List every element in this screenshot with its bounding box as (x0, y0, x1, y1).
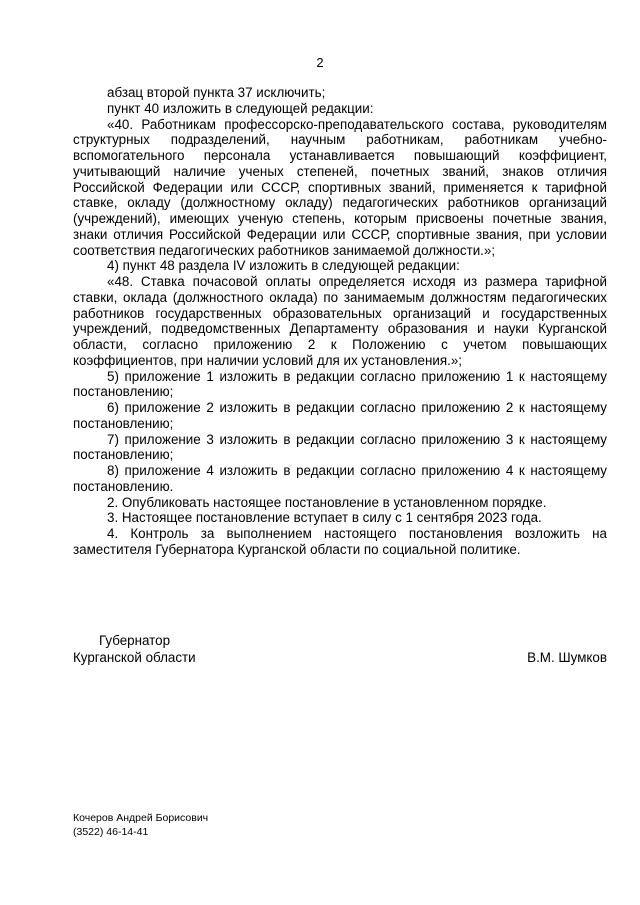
document-body (73, 85, 607, 558)
signature-name: В.М. Шумков (527, 650, 607, 665)
paragraph-clause-48-text: «48. Ставка почасовой оплаты определяется исходя из размера тарифной ставки, оклада (должностного оклада) по занимаемым должностям педагогических работников государственных образовательных организаций и государственных учреждений, подведомственных Департаменту образования и науки Курганской области, согласно приложению 2 к Положению с учетом повышающих коэффициентов, при наличии условий для их установления.»; (73, 274, 607, 368)
paragraph-delete-clause-37: абзац второй пункта 37 исключить; (107, 85, 326, 100)
paragraph-clause-40-intro: пункт 40 изложить в следующей редакции: (107, 100, 374, 116)
executor-name: Кочеров Андрей Борисович (73, 812, 209, 824)
paragraph-publish: 2. Опубликовать настоящее постановление в установленном порядке. (107, 494, 547, 510)
executor-phone: (3522) 46-14-41 (73, 825, 149, 838)
executor-block (73, 812, 208, 839)
paragraph-clause-40-text: «40. Работникам профессорско-преподавательского состава, руководителям структурных подразделений, научным работникам, работникам учебно-вспомогательного персонала устанавливается повышающий коэффициент, учитывающий наличие ученых степеней, почетных званий, знаков отличия Российской Федерации или СССР, спортивных званий, применяется к тарифной ставке, окладу (должностному окладу) педагогических работников организаций (учреждений), имеющих ученую степень, которым присвоены почетные звания, знаки отличия Российской Федерации или СССР, спортивные звания, при условии соответствия педагогических работников занимаемой должности.»; (73, 116, 607, 258)
paragraph-appendix-2: 6) приложение 2 изложить в редакции согласно приложению 2 к настоящему постановлению; (73, 400, 607, 431)
page-number: 2 (316, 55, 324, 70)
paragraph-effective-date: 3. Настоящее постановление вступает в силу с 1 сентября 2023 года. (107, 510, 542, 526)
signature-title-region: Курганской области (73, 650, 196, 665)
paragraph-clause-48-intro: 4) пункт 48 раздела IV изложить в следующей редакции: (107, 258, 460, 274)
paragraph-appendix-4: 8) приложение 4 изложить в редакции согласно приложению 4 к настоящему постановлению. (73, 463, 607, 494)
paragraph-control: 4. Контроль за выполнением настоящего постановления возложить на заместителя Губернатора Курганской области по социальной политике. (73, 526, 607, 557)
paragraph-appendix-3: 7) приложение 3 изложить в редакции согласно приложению 3 к настоящему постановлению; (73, 431, 607, 463)
paragraph-appendix-1: 5) приложение 1 изложить в редакции согласно приложению 1 к настоящему постановлению; (73, 368, 607, 400)
signature-title-governor: Губернатор (99, 633, 171, 648)
